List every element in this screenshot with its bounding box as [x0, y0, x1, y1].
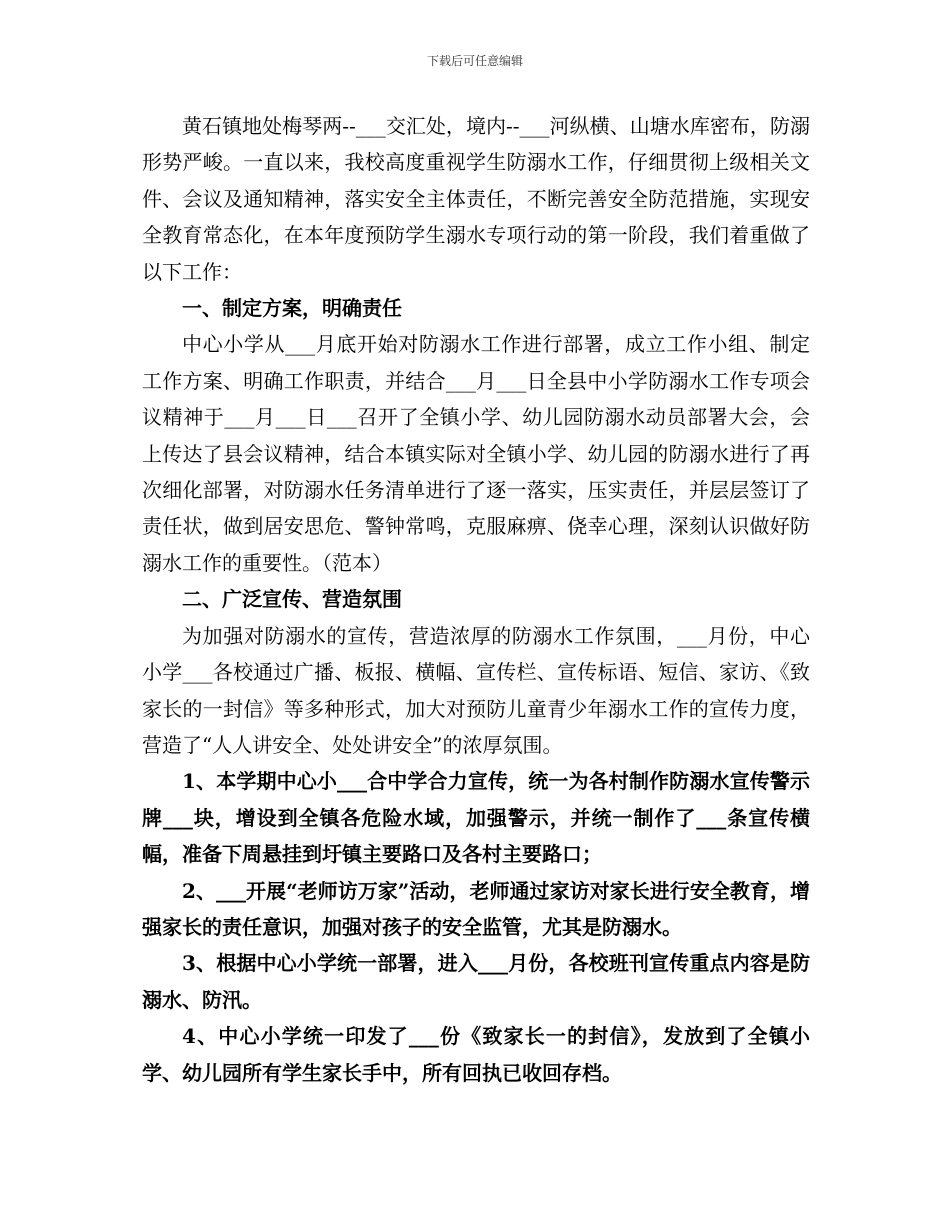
page-header: 下载后可任意编辑	[426, 54, 523, 68]
document-body	[142, 108, 810, 1091]
paragraph-section-2: 为加强对防溺水的宣传，营造浓厚的防溺水工作氛围，___月份，中心小学___各校通过广播、板报、横幅、宣传栏、宣传标语、短信、家访、《致家长的一封信》等多种形式，加大对预防儿童青少年溺水工作的宣传力度，营造了“人人讲安全、处处讲安全”的浓厚氛围。	[142, 623, 810, 757]
section-heading-2: 二、广泛宣传、营造氛围	[182, 587, 402, 612]
list-item-1: 1、本学期中心小___合中学合力宣传，统一为各村制作防溺水宣传警示牌___块，增设到全镇各危险水域，加强警示，并统一制作了___条宣传横幅，准备下周悬挂到圩镇主要路口及各村主要路口；	[142, 769, 810, 867]
paragraph-section-1: 中心小学从___月底开始对防溺水工作进行部署，成立工作小组、制定工作方案、明确工作职责，并结合___月___日全县中小学防溺水工作专项会议精神于___月___日___召开了全镇小学、幼儿园防溺水动员部署大会，会上传达了县会议精神，结合本镇实际对全镇小学、幼儿园的防溺水进行了再次细化部署，对防溺水任务清单进行了逐一落实，压实责任，并层层签订了责任状，做到居安思危、警钟常鸣，克服麻痹、侥幸心理，深刻认识做好防溺水工作的重要性。（范本）	[142, 332, 810, 575]
list-item-4: 4、中心小学统一印发了___份《致家长一的封信》，发放到了全镇小学、幼儿园所有学生家长手中，所有回执已收回存档。	[142, 1024, 810, 1085]
section-heading-1: 一、制定方案，明确责任	[182, 296, 402, 321]
list-item-3: 3、根据中心小学统一部署，进入___月份，各校班刊宣传重点内容是防溺水、防汛。	[142, 951, 810, 1012]
list-item-2: 2、___开展“老师访万家”活动，老师通过家访对家长进行安全教育，增强家长的责任意识，加强对孩子的安全监管，尤其是防溺水。	[142, 878, 810, 939]
paragraph-intro: 黄石镇地处梅琴两--___交汇处，境内--___河纵横、山塘水库密布，防溺形势严峻。一直以来，我校高度重视学生防溺水工作，仔细贯彻上级相关文件、会议及通知精神，落实安全主体责任，不断完善安全防范措施，实现安全教育常态化，在本年度预防学生溺水专项行动的第一阶段，我们着重做了以下工作：	[142, 114, 810, 284]
